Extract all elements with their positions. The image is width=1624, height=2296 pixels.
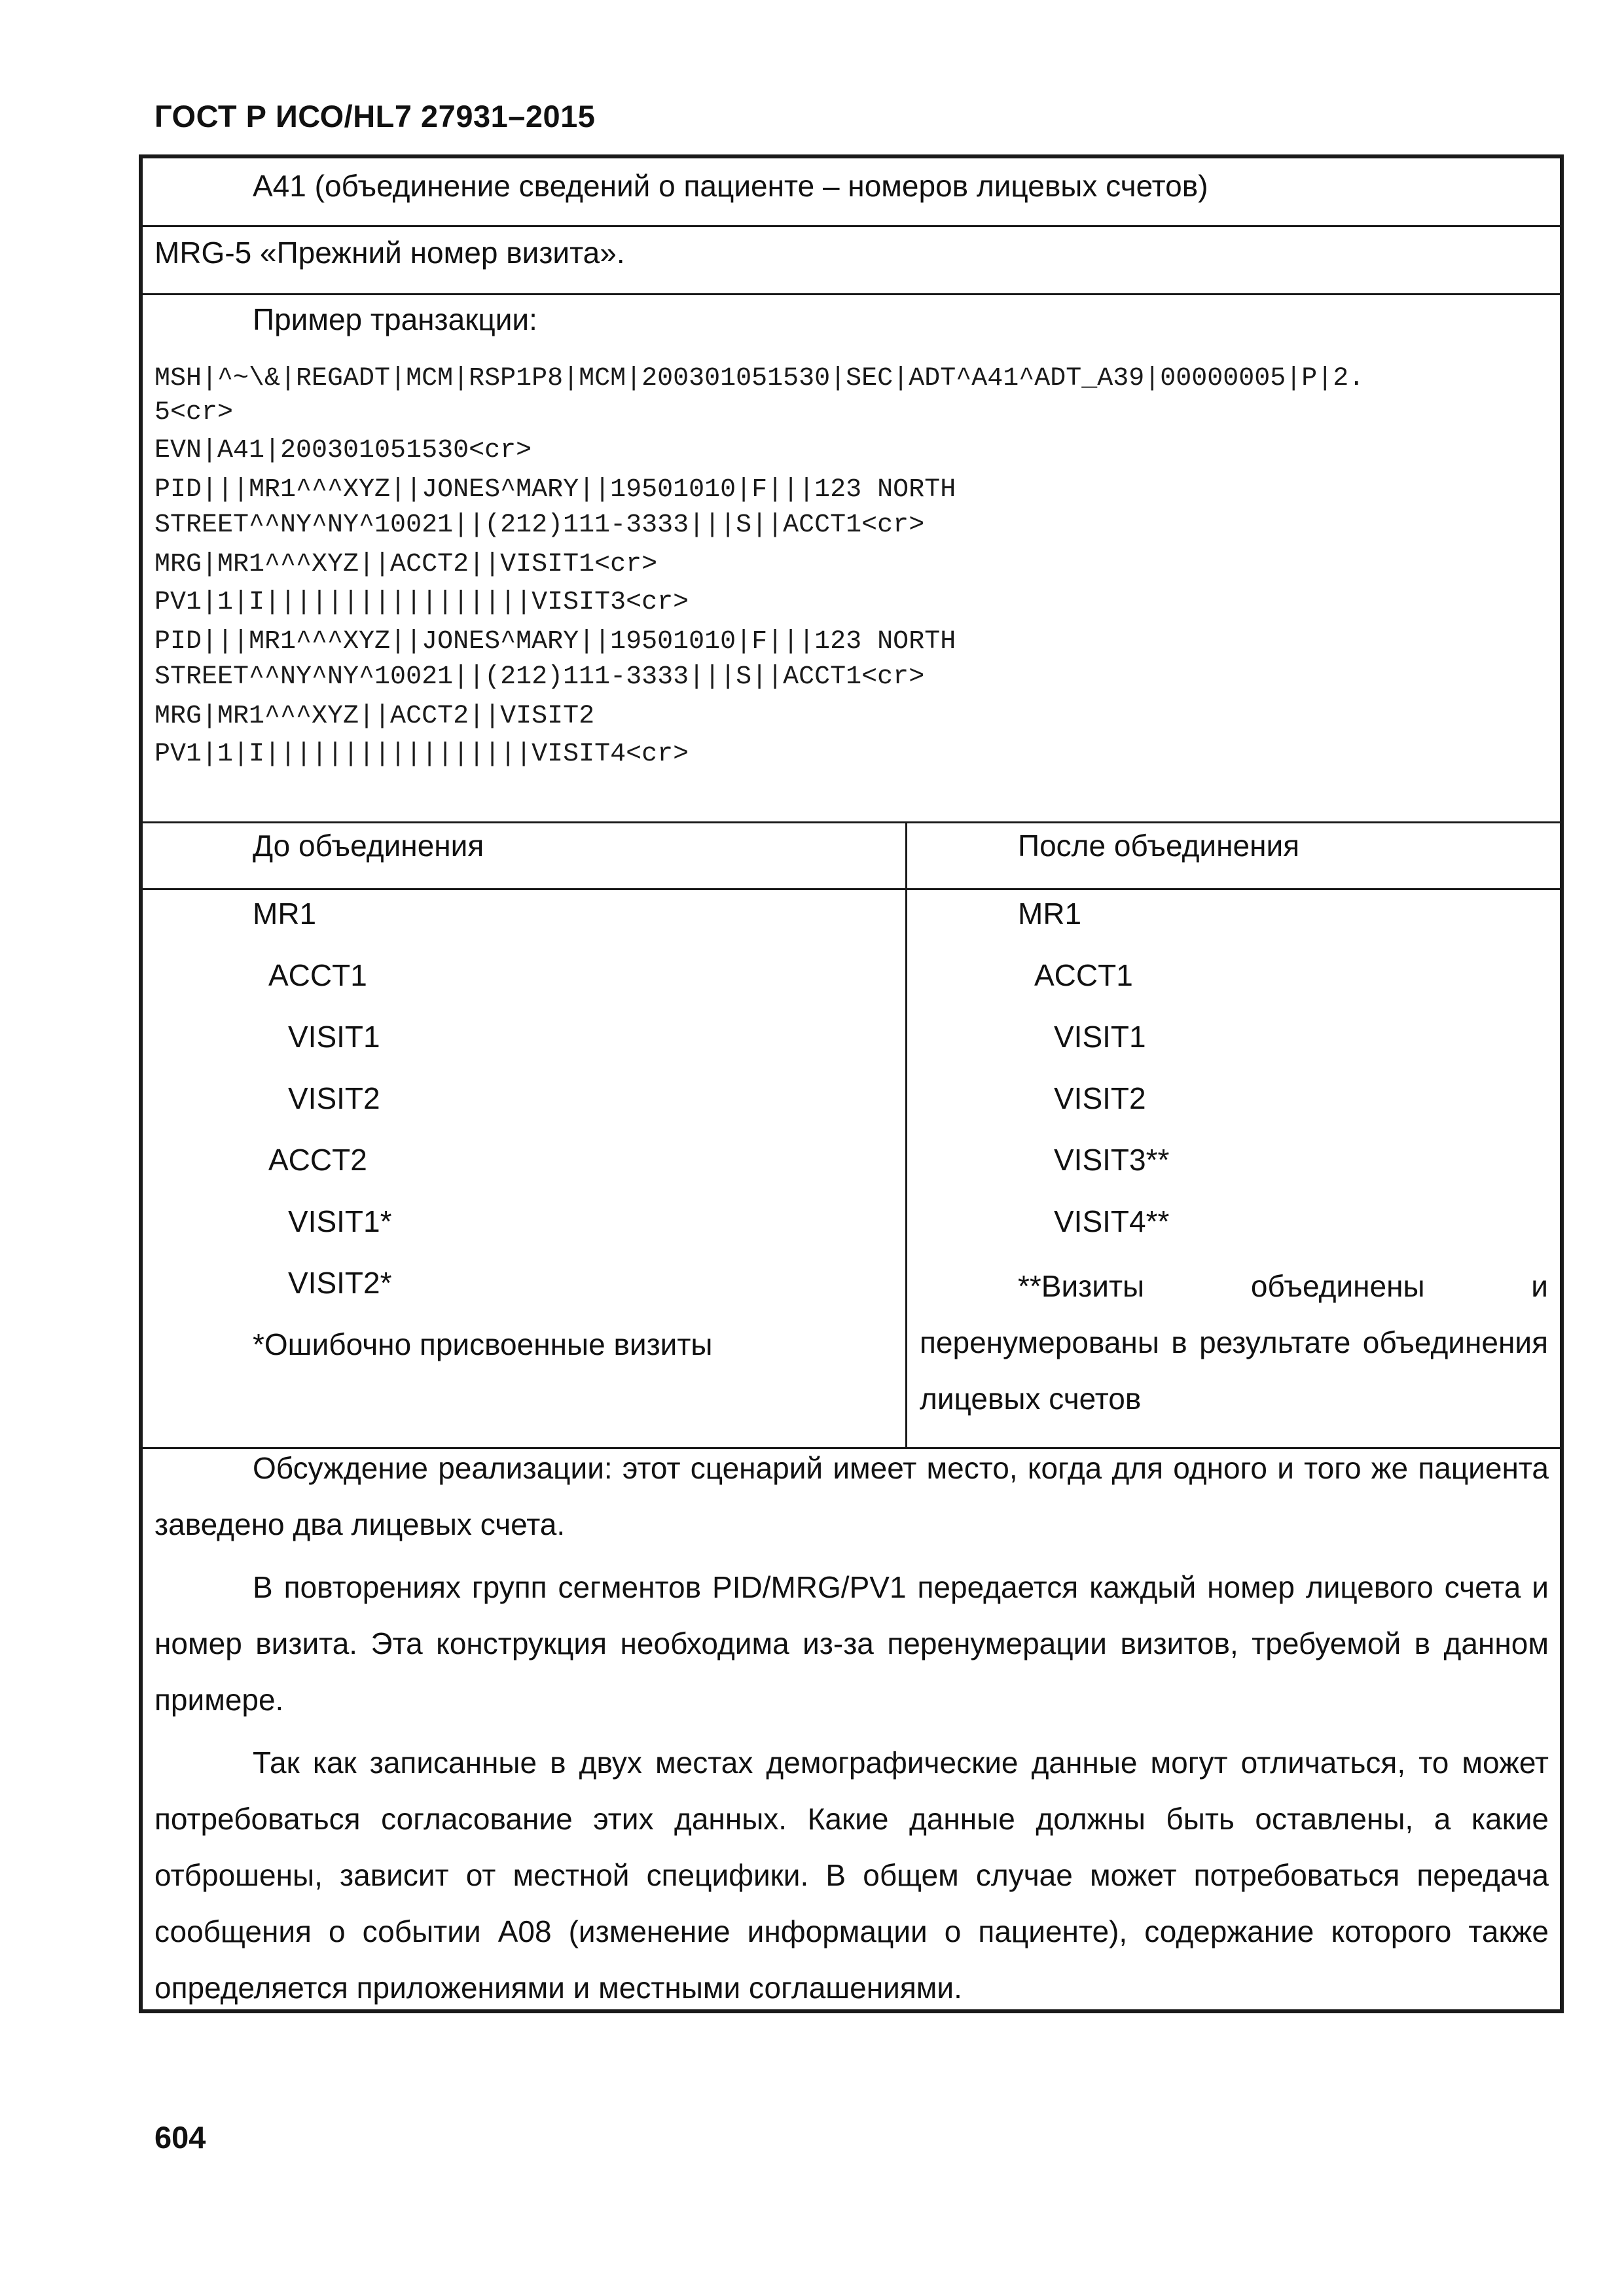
row-field-title: MRG-5 «Прежний номер визита». [154, 236, 625, 270]
before-item: VISIT1 [288, 1020, 380, 1054]
code-line: EVN|A41|200301051530<cr> [154, 436, 532, 465]
code-line: MSH|^~\&|REGADT|MCM|RSP1P8|MCM|200301051530|SEC|ADT^A41^ADT_A39|00000005|P|2. [154, 364, 1365, 393]
code-line: PV1|1|I|||||||||||||||||VISIT4<cr> [154, 740, 689, 769]
after-item: ACCT1 [1034, 958, 1133, 992]
document-header: ГОСТ Р ИСО/HL7 27931–2015 [154, 99, 596, 134]
row-divider [139, 888, 1564, 890]
before-item: VISIT1* [288, 1204, 392, 1238]
example-title: Пример транзакции: [253, 302, 537, 336]
before-item: ACCT1 [268, 958, 367, 992]
before-item: VISIT2 [288, 1081, 380, 1115]
after-merge-header: После объединения [1018, 829, 1300, 863]
after-item: VISIT4** [1054, 1204, 1170, 1238]
after-item: VISIT2 [1054, 1081, 1146, 1115]
code-line: PID|||MR1^^^XYZ||JONES^MARY||19501010|F|||123 NORTH [154, 475, 956, 505]
code-line: 5<cr> [154, 398, 234, 427]
code-line: PV1|1|I|||||||||||||||||VISIT3<cr> [154, 588, 689, 617]
row-divider [139, 821, 1564, 823]
code-line: PID|||MR1^^^XYZ||JONES^MARY||19501010|F|||123 NORTH [154, 627, 956, 656]
discussion-paragraph: Так как записанные в двух местах демографические данные могут отличаться, то может потребоваться согласование этих данных. Какие данные должны быть оставлены, а какие отброшены, зависит от местной специфики. В общем случае может потребоваться передача сообщения о событии A08 (изменение информации о пациенте), содержание которого также определяется приложениями и местными соглашениями. [154, 1746, 1549, 2005]
row-divider [139, 293, 1564, 295]
after-item: MR1 [1018, 897, 1082, 931]
column-divider [905, 821, 907, 1447]
before-item: ACCT2 [268, 1143, 367, 1177]
before-note: *Ошибочно присвоенные визиты [253, 1327, 713, 1361]
before-item: MR1 [253, 897, 317, 931]
discussion-paragraph: В повторениях групп сегментов PID/MRG/PV1 передается каждый номер лицевого счета и номер визита. Эта конструкция необходима из-за перенумерации визитов, требуемой в данном примере. [154, 1570, 1549, 1717]
row-event-title: A41 (объединение сведений о пациенте – номеров лицевых счетов) [253, 169, 1208, 203]
after-item: VISIT1 [1054, 1020, 1146, 1054]
after-item: VISIT3** [1054, 1143, 1170, 1177]
before-item: VISIT2* [288, 1266, 392, 1300]
before-merge-header: До объединения [253, 829, 484, 863]
code-line: STREET^^NY^NY^10021||(212)111-3333|||S||ACCT1<cr> [154, 511, 925, 540]
code-line: STREET^^NY^NY^10021||(212)111-3333|||S||ACCT1<cr> [154, 662, 925, 692]
row-divider [139, 225, 1564, 227]
code-line: MRG|MR1^^^XYZ||ACCT2||VISIT2 [154, 702, 595, 731]
discussion-paragraph: Обсуждение реализации: этот сценарий имеет место, когда для одного и того же пациента заведено два лицевых счета. [154, 1451, 1549, 1541]
after-note: **Визиты объединены и перенумерованы в результате объединения лицевых счетов [920, 1269, 1548, 1416]
code-line: MRG|MR1^^^XYZ||ACCT2||VISIT1<cr> [154, 550, 658, 579]
page-number: 604 [154, 2120, 206, 2155]
